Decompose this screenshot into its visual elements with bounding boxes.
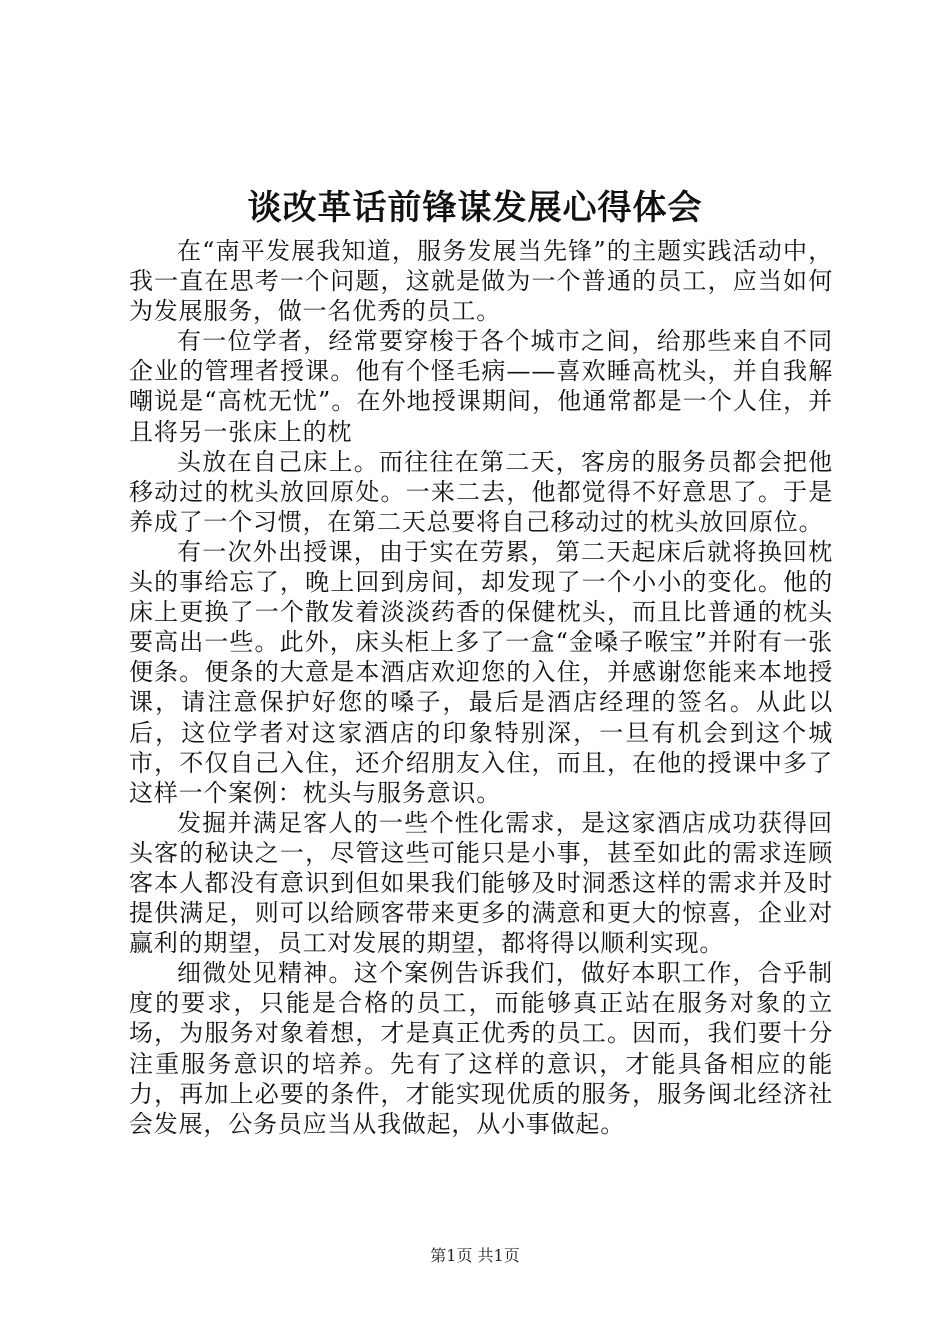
document-body bbox=[129, 236, 833, 1139]
page-number-footer: 第1页 共1页 bbox=[430, 1246, 520, 1265]
document-title: 谈改革话前锋谋发展心得体会 bbox=[247, 188, 703, 228]
paragraph-2: 有一位学者，经常要穿梭于各个城市之间，给那些来自不同企业的管理者授课。他有个怪毛病——喜欢睡高枕头，并自我解嘲说是“高枕无忧”。在外地授课期间，他通常都是一个人住，并且将另一张床上的枕 bbox=[129, 327, 833, 446]
paragraph-1: 在“南平发展我知道，服务发展当先锋”的主题实践活动中，我一直在思考一个问题，这就是做为一个普通的员工，应当如何为发展服务，做一名优秀的员工。 bbox=[129, 237, 833, 326]
paragraph-6: 细微处见精神。这个案例告诉我们，做好本职工作，合乎制度的要求，只能是合格的员工，而能够真正站在服务对象的立场，为服务对象着想，才是真正优秀的员工。因而，我们要十分注重服务意识的培养。先有了这样的意识，才能具备相应的能力，再加上必要的条件，才能实现优质的服务，服务闽北经济社会发展，公务员应当从我做起，从小事做起。 bbox=[129, 959, 833, 1138]
paragraph-5: 发掘并满足客人的一些个性化需求，是这家酒店成功获得回头客的秘诀之一，尽管这些可能只是小事，甚至如此的需求连顾客本人都没有意识到但如果我们能够及时洞悉这样的需求并及时提供满足，则可以给顾客带来更多的满意和更大的惊喜，企业对赢利的期望，员工对发展的期望，都将得以顺利实现。 bbox=[129, 808, 833, 958]
paragraph-3: 头放在自己床上。而往往在第二天，客房的服务员都会把他移动过的枕头放回原处。一来二去，他都觉得不好意思了。于是养成了一个习惯，在第二天总要将自己移动过的枕头放回原位。 bbox=[129, 447, 833, 536]
paragraph-4: 有一次外出授课，由于实在劳累，第二天起床后就将换回枕头的事给忘了，晚上回到房间，却发现了一个小小的变化。他的床上更换了一个散发着淡淡药香的保健枕头，而且比普通的枕头要高出一些。此外，床头柜上多了一盒“金嗓子喉宝”并附有一张便条。便条的大意是本酒店欢迎您的入住，并感谢您能来本地授课，请注意保护好您的嗓子，最后是酒店经理的签名。从此以后，这位学者对这家酒店的印象特别深，一旦有机会到这个城市，不仅自己入住，还介绍朋友入住，而且，在他的授课中多了这样一个案例：枕头与服务意识。 bbox=[129, 537, 833, 807]
